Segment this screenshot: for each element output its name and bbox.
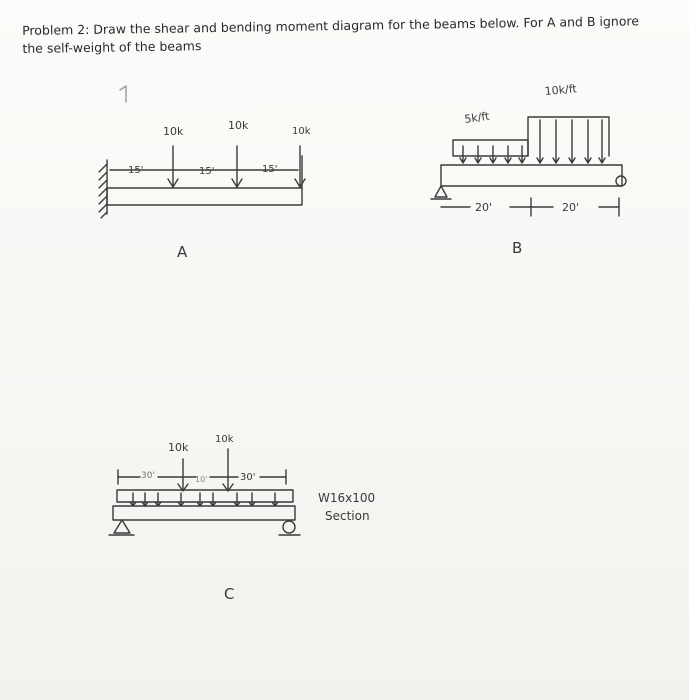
beam-a — [99, 119, 311, 261]
beam-c — [109, 434, 375, 603]
beam-c-load-label-1: 10k — [168, 441, 189, 454]
beam-a-body — [107, 188, 302, 205]
beam-c-body — [113, 506, 295, 520]
stray-mark — [120, 86, 126, 102]
beam-a-load-arrow-3 — [295, 146, 305, 187]
beam-b-dimension-line — [441, 198, 619, 216]
beam-a-span-label-3: 15' — [262, 164, 278, 175]
beam-c-udl-arrows — [130, 493, 278, 506]
beam-c-load-label-2: 10k — [215, 434, 234, 445]
beam-b-roller-support — [616, 176, 626, 186]
beam-b-label: B — [512, 239, 523, 257]
beam-c-roller-support — [279, 521, 300, 535]
beam-a-load-label-1: 10k — [163, 125, 184, 138]
beam-b-body — [441, 165, 622, 186]
beam-b-load-label-1: 5k/ft — [463, 109, 491, 126]
beam-c-span-label-3: 30' — [240, 472, 256, 483]
beam-c-section-name: W16x100 — [318, 491, 376, 505]
beam-c-label: C — [224, 585, 235, 603]
beam-b-udl-5kft-block — [453, 140, 528, 156]
beam-a-wall-support — [99, 160, 107, 218]
beam-a-load-arrow-1 — [168, 146, 178, 187]
beam-c-span-label-2: 10' — [195, 475, 208, 484]
beam-a-label: A — [177, 243, 188, 261]
beam-b-span-label-1: 20' — [475, 201, 493, 214]
beam-b-load-label-2: 10k/ft — [544, 82, 578, 98]
beam-c-load-arrow-1 — [178, 459, 188, 491]
beam-a-load-label-3: 10k — [292, 126, 311, 137]
beam-c-section-word: Section — [325, 509, 370, 523]
beam-a-load-label-2: 10k — [228, 119, 249, 132]
beam-b-pin-support — [431, 186, 451, 199]
beam-c-pin-support — [109, 520, 134, 535]
problem-statement: Problem 2: Draw the shear and bending moment diagram for the beams below. For A and B ignore the self-weight of the beams — [22, 13, 640, 56]
beam-a-load-arrow-2 — [232, 146, 242, 187]
beam-c-load-arrow-2 — [223, 449, 233, 491]
beam-b — [431, 82, 626, 257]
beam-c-span-label-1: 30' — [141, 471, 155, 481]
beam-a-span-label-2: 15' — [199, 166, 215, 177]
beam-b-span-label-2: 20' — [562, 201, 580, 214]
beam-a-span-label-1: 15' — [128, 165, 144, 176]
beam-c-udl-block — [117, 490, 293, 502]
